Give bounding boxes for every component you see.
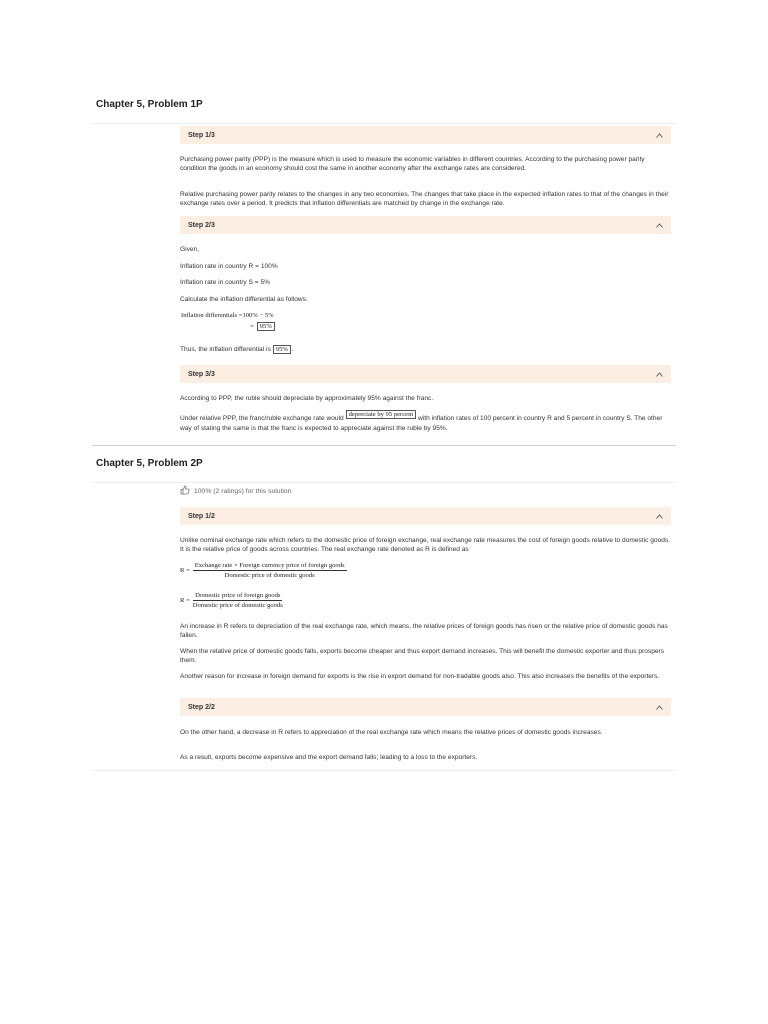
fraction [193,562,347,579]
problem-2-title: Chapter 5, Problem 2P [96,458,203,469]
calc-instruction: Calculate the inflation differential as follows: [180,296,308,303]
rating-row [180,485,291,497]
step-1-2-header[interactable] [180,507,671,525]
chevron-up-icon[interactable] [655,221,663,229]
problem-2-divider [92,770,676,771]
numerator: Exchange rate × Foreign currency price of foreign goods [194,562,345,569]
step-1-3-header[interactable] [180,126,671,144]
paragraph: When the relative price of domestic goods falls, exports become cheaper and thus export demand increases. This will benefit the domestic exporter and thus prospers them. [180,648,665,664]
problem-1-title: Chapter 5, Problem 1P [96,99,203,110]
paragraph-with-answer [180,411,672,433]
inflation-rate-s: Inflation rate in country S = 5% [180,279,270,286]
problem-2-card-top [92,482,676,483]
paragraph: An increase in R refers to depreciation of the real exchange rate, which means, the relative prices of foreign goods has risen or the relative price of domestic goods has fallen. [180,623,668,639]
problem-1-divider [92,445,676,446]
equation-1 [180,562,347,579]
step-2-3-header[interactable] [180,216,671,234]
paragraph: According to PPP, the ruble should depreciate by approximately 95% against the franc. [180,395,434,402]
text-part: with inflation rates of 100 percent in country R and 5 percent in country S. The other way of stating the same is that the franc is expected to appreciate against the ruble by 95%. [180,415,663,432]
numerator: Domestic price of foreign goods [195,592,281,599]
chevron-up-icon[interactable] [655,703,663,711]
equation-lhs: Inflation differentials =100% − 5% [181,312,274,319]
thus-row [180,345,294,354]
step-label: Step 3/3 [188,370,215,378]
paragraph: Relative purchasing power parity relates to the changes in any two economies. The changes that take place in the expected inflation rates to that of the changes in their exchange rates over a period. It predicts that inflation differentials are matched by change in the exchange rate. [180,191,669,207]
equation-lhs: R = [180,567,190,574]
chevron-up-icon[interactable] [655,512,663,520]
thus-end: . [291,346,294,353]
problem-1-card-top [92,123,676,124]
step-2-2-header[interactable] [180,698,671,716]
thus-text: Thus, the inflation differential is [180,346,271,353]
answer-box: depreciate by 95 percent [346,410,417,419]
paragraph: As a result, exports become expensive and the export demand falls; leading to a loss to the exporters. [180,754,478,761]
thus-result: 95% [273,345,291,354]
inflation-rate-r: Inflation rate in country R = 100% [180,263,278,270]
paragraph: Purchasing power parity (PPP) is the measure which is used to measure the economic variables in different countries. According to the purchasing power parity condition the goods in an economy should cost the same in another economy after the exchange rates are considered. [180,156,645,172]
given-text: Given, [180,246,200,253]
chevron-up-icon[interactable] [655,131,663,139]
text-part: Under relative PPP, the franc/ruble exchange rate would [180,415,344,422]
thumbs-up-icon[interactable] [180,485,190,497]
denominator: Domestic price of domestic goods [192,602,283,609]
equation-lhs: R = [180,597,190,604]
equation-result: 95% [257,322,275,331]
fraction [193,592,283,609]
step-label: Step 2/2 [188,703,215,711]
paragraph: On the other hand, a decrease in R refers to appreciation of the real exchange rate which means the relative prices of domestic goods increases. [180,729,603,736]
step-label: Step 2/3 [188,221,215,229]
paragraph: Another reason for increase in foreign demand for exports is the rise in export demand for non-tradable goods also. This also increases the benefits of the exporters. [180,673,660,680]
rating-text: 100% (2 ratings) for this solution [194,487,292,495]
equation-result-row [250,322,275,331]
intro-paragraph: Unlike nominal exchange rate which refers to the domestic price of foreign exchange, real exchange rate measures the cost of foreign goods relative to domestic goods. It is the relative price of goods across countries. The real exchange rate denoted as R is defined as [180,537,671,553]
chevron-up-icon[interactable] [655,370,663,378]
step-label: Step 1/2 [188,512,215,520]
denominator: Domestic price of domestic goods [224,572,315,579]
equals-sign: = [250,323,254,330]
step-label: Step 1/3 [188,131,215,139]
equation-2 [180,592,283,609]
step-3-3-header[interactable] [180,365,671,383]
